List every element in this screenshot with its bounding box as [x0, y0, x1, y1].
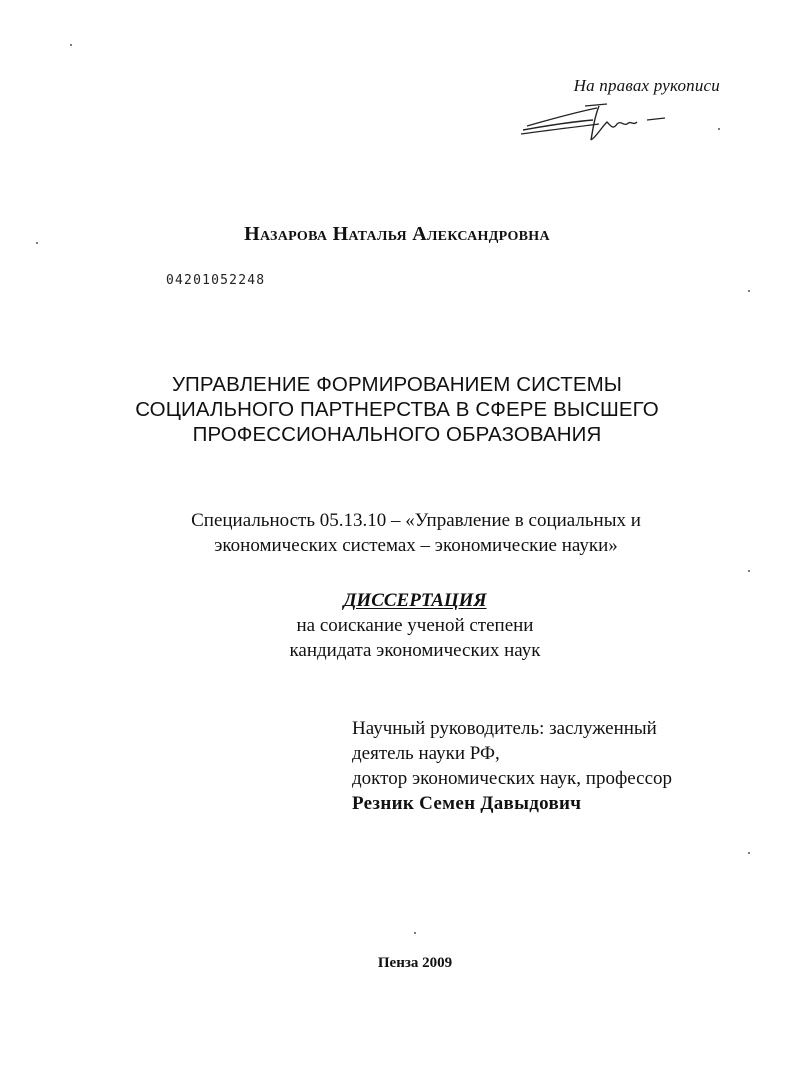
supervisor-line: деятель науки РФ,: [352, 743, 500, 764]
document-type-heading: ДИССЕРТАЦИЯ: [343, 590, 487, 611]
supervisor-line: Научный руководитель: заслуженный: [352, 718, 657, 739]
title-line: СОЦИАЛЬНОГО ПАРТНЕРСТВА В СФЕРЕ ВЫСШЕГО: [135, 398, 659, 421]
signature-icon: [515, 100, 685, 146]
manuscript-rights-note: На правах рукописи: [573, 76, 720, 95]
registration-code: 04201052248: [166, 273, 266, 288]
scan-speck: [36, 242, 38, 244]
scan-speck: [414, 932, 416, 934]
degree-line: на соискание ученой степени: [296, 615, 534, 636]
scan-speck: [718, 128, 720, 130]
degree-block: [0, 588, 794, 663]
place-and-year: Пенза 2009: [377, 955, 453, 971]
supervisor-name: Резник Семен Давыдович: [352, 793, 582, 814]
title-line: УПРАВЛЕНИЕ ФОРМИРОВАНИЕМ СИСТЕМЫ: [171, 373, 623, 396]
specialty: [0, 508, 794, 558]
specialty-line: экономических системах – экономические науки»: [214, 535, 618, 556]
scan-speck: [748, 570, 750, 572]
supervisor-line: доктор экономических наук, профессор: [352, 768, 673, 789]
scan-speck: [70, 44, 72, 46]
degree-line: кандидата экономических наук: [289, 640, 541, 661]
author-name: Назарова Наталья Александровна: [244, 223, 550, 245]
scan-speck: [748, 852, 750, 854]
title-line: ПРОФЕССИОНАЛЬНОГО ОБРАЗОВАНИЯ: [192, 423, 602, 446]
specialty-line: Специальность 05.13.10 – «Управление в социальных и: [191, 510, 641, 531]
scan-speck: [748, 290, 750, 292]
supervisor-block: [352, 716, 772, 816]
dissertation-title: [0, 372, 794, 447]
